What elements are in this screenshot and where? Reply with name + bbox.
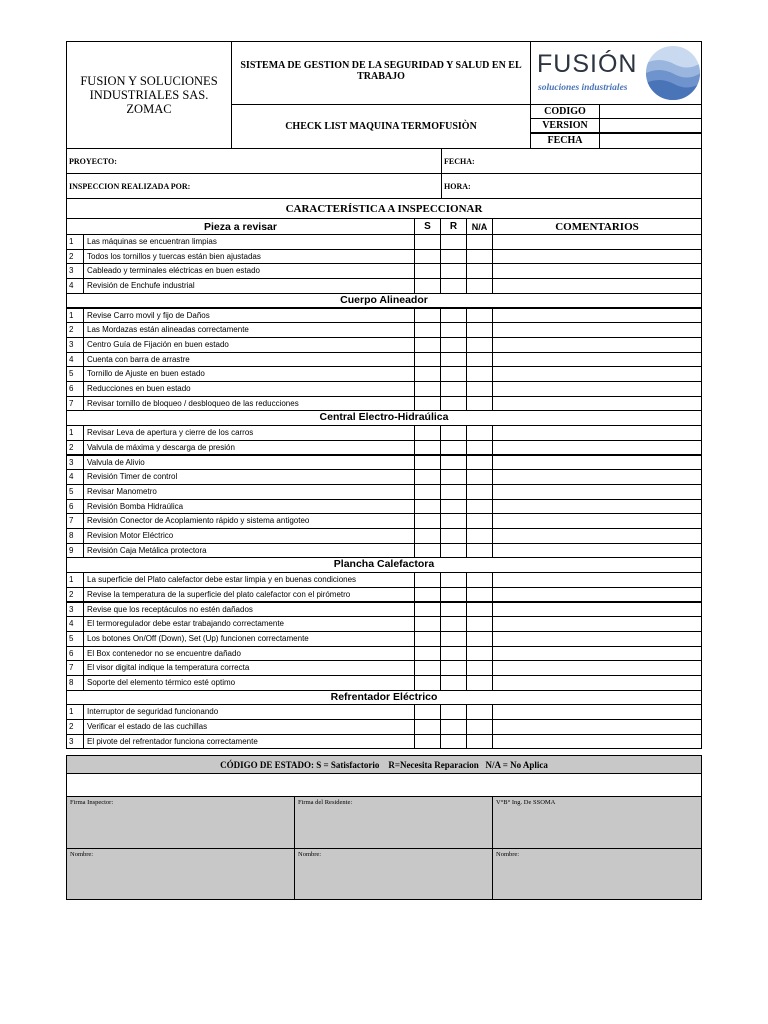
check-r[interactable] bbox=[440, 734, 467, 750]
fecha-field[interactable] bbox=[441, 148, 702, 174]
item-label: Revisión de Enchufe industrial bbox=[83, 278, 415, 294]
check-r[interactable] bbox=[440, 484, 467, 500]
check-na[interactable] bbox=[466, 704, 493, 720]
item-number: 7 bbox=[66, 660, 84, 676]
check-s[interactable] bbox=[414, 249, 441, 265]
item-number: 3 bbox=[66, 263, 84, 279]
comment-cell[interactable] bbox=[492, 337, 702, 353]
check-r[interactable] bbox=[440, 366, 467, 382]
item-number: 5 bbox=[66, 484, 84, 500]
check-r[interactable] bbox=[440, 278, 467, 294]
col-na-header: N/A bbox=[466, 218, 493, 235]
nombre-vobo-box[interactable] bbox=[492, 848, 702, 900]
firma-inspector-label: Firma Inspector: bbox=[70, 799, 114, 806]
check-r[interactable] bbox=[440, 675, 467, 691]
comment-cell[interactable] bbox=[492, 352, 702, 368]
check-r[interactable] bbox=[440, 249, 467, 265]
check-r[interactable] bbox=[440, 572, 467, 588]
item-label: Centro Guía de Fijación en buen estado bbox=[83, 337, 415, 353]
check-r[interactable] bbox=[440, 322, 467, 338]
nombre-inspector-label: Nombre: bbox=[70, 851, 94, 858]
item-number: 9 bbox=[66, 543, 84, 559]
comment-cell[interactable] bbox=[492, 234, 702, 250]
company-name-text: FUSION Y SOLUCIONES INDUSTRIALES SAS. ZOMAC bbox=[80, 74, 218, 116]
nombre-residente-label: Nombre: bbox=[298, 851, 322, 858]
check-r[interactable] bbox=[440, 513, 467, 529]
check-s[interactable] bbox=[414, 425, 441, 441]
check-r[interactable] bbox=[440, 425, 467, 441]
check-na[interactable] bbox=[466, 455, 493, 471]
check-r[interactable] bbox=[440, 646, 467, 662]
inspeccion-label: INSPECCION REALIZADA POR: bbox=[69, 181, 191, 191]
firma-inspector-box[interactable] bbox=[66, 796, 295, 849]
check-r[interactable] bbox=[440, 587, 467, 603]
check-na[interactable] bbox=[466, 249, 493, 265]
check-s[interactable] bbox=[414, 234, 441, 250]
item-label: Valvula de máxima y descarga de presión bbox=[83, 440, 415, 456]
comment-cell[interactable] bbox=[492, 719, 702, 735]
item-label: Las máquinas se encuentran limpias bbox=[83, 234, 415, 250]
check-r[interactable] bbox=[440, 440, 467, 456]
logo-wave-icon bbox=[644, 46, 702, 101]
check-na[interactable] bbox=[466, 734, 493, 750]
item-number: 1 bbox=[66, 234, 84, 250]
item-label: El pivote del refrentador funciona correctamente bbox=[83, 734, 415, 750]
comment-cell[interactable] bbox=[492, 734, 702, 750]
check-r[interactable] bbox=[440, 308, 467, 324]
check-na[interactable] bbox=[466, 337, 493, 353]
item-number: 2 bbox=[66, 587, 84, 603]
proyecto-label: PROYECTO: bbox=[69, 156, 117, 166]
check-s[interactable] bbox=[414, 616, 441, 632]
item-label: Reducciones en buen estado bbox=[83, 381, 415, 397]
check-s[interactable] bbox=[414, 587, 441, 603]
check-s[interactable] bbox=[414, 352, 441, 368]
comment-cell[interactable] bbox=[492, 278, 702, 294]
item-number: 3 bbox=[66, 602, 84, 618]
comment-cell[interactable] bbox=[492, 602, 702, 618]
item-number: 4 bbox=[66, 278, 84, 294]
nombre-inspector-box[interactable] bbox=[66, 848, 295, 900]
check-na[interactable] bbox=[466, 440, 493, 456]
check-na[interactable] bbox=[466, 469, 493, 485]
item-label: Soporte del elemento térmico esté optimo bbox=[83, 675, 415, 691]
proyecto-field[interactable] bbox=[66, 148, 442, 174]
check-r[interactable] bbox=[440, 263, 467, 279]
check-na[interactable] bbox=[466, 543, 493, 559]
check-na[interactable] bbox=[466, 719, 493, 735]
check-r[interactable] bbox=[440, 455, 467, 471]
item-label: Revisar Leva de apertura y cierre de los carros bbox=[83, 425, 415, 441]
check-s[interactable] bbox=[414, 631, 441, 647]
system-title: SISTEMA DE GESTION DE LA SEGURIDAD Y SALUD EN EL TRABAJO bbox=[231, 41, 531, 105]
comment-cell[interactable] bbox=[492, 660, 702, 676]
check-na[interactable] bbox=[466, 278, 493, 294]
item-label: Revisar Manometro bbox=[83, 484, 415, 500]
check-r[interactable] bbox=[440, 616, 467, 632]
item-label: La superficie del Plato calefactor debe estar limpia y en buenas condiciones bbox=[83, 572, 415, 588]
section-title: Plancha Calefactora bbox=[66, 557, 702, 573]
section-title: Central Electro-Hidraúlica bbox=[66, 410, 702, 426]
check-na[interactable] bbox=[466, 308, 493, 324]
comment-cell[interactable] bbox=[492, 572, 702, 588]
check-r[interactable] bbox=[440, 631, 467, 647]
item-number: 2 bbox=[66, 322, 84, 338]
comment-cell[interactable] bbox=[492, 616, 702, 632]
check-s[interactable] bbox=[414, 322, 441, 338]
check-s[interactable] bbox=[414, 528, 441, 544]
item-label: Revise que los receptáculos no estén dañados bbox=[83, 602, 415, 618]
comment-cell[interactable] bbox=[492, 675, 702, 691]
check-s[interactable] bbox=[414, 366, 441, 382]
item-label: Todos los tornillos y tuercas están bien ajustadas bbox=[83, 249, 415, 265]
item-label: Revisión Bomba Hidraúlica bbox=[83, 499, 415, 515]
fecha-header-value[interactable] bbox=[599, 133, 702, 149]
item-number: 6 bbox=[66, 499, 84, 515]
item-number: 2 bbox=[66, 440, 84, 456]
col-r-header: R bbox=[440, 218, 467, 235]
vobo-label: V°B° Ing. De SSOMA bbox=[496, 799, 556, 806]
check-s[interactable] bbox=[414, 484, 441, 500]
item-number: 4 bbox=[66, 352, 84, 368]
version-value[interactable] bbox=[599, 118, 702, 133]
item-number: 2 bbox=[66, 719, 84, 735]
comment-cell[interactable] bbox=[492, 366, 702, 382]
item-label: Interruptor de seguridad funcionando bbox=[83, 704, 415, 720]
item-label: El termoregulador debe estar trabajando correctamente bbox=[83, 616, 415, 632]
check-na[interactable] bbox=[466, 352, 493, 368]
fecha-header-label: FECHA bbox=[530, 133, 600, 149]
comment-cell[interactable] bbox=[492, 263, 702, 279]
check-s[interactable] bbox=[414, 440, 441, 456]
blank-row bbox=[66, 773, 702, 797]
check-r[interactable] bbox=[440, 352, 467, 368]
check-r[interactable] bbox=[440, 719, 467, 735]
item-label: Cuenta con barra de arrastre bbox=[83, 352, 415, 368]
check-na[interactable] bbox=[466, 366, 493, 382]
characteristics-title: CARACTERÍSTICA A INSPECCIONAR bbox=[66, 198, 702, 219]
check-s[interactable] bbox=[414, 455, 441, 471]
check-na[interactable] bbox=[466, 616, 493, 632]
item-label: El Box contenedor no se encuentre dañado bbox=[83, 646, 415, 662]
check-s[interactable] bbox=[414, 675, 441, 691]
item-label: El visor digital indique la temperatura correcta bbox=[83, 660, 415, 676]
firma-residente-box[interactable] bbox=[294, 796, 493, 849]
check-na[interactable] bbox=[466, 602, 493, 618]
checklist-title: CHECK LIST MAQUINA TERMOFUSIÒN bbox=[231, 104, 531, 149]
hora-label: HORA: bbox=[444, 181, 471, 191]
code-value[interactable] bbox=[599, 104, 702, 119]
check-r[interactable] bbox=[440, 528, 467, 544]
comment-cell[interactable] bbox=[492, 513, 702, 529]
status-code-legend: CÓDIGO DE ESTADO: S = Satisfactorio R=Necesita Reparacion N/A = No Aplica bbox=[66, 755, 702, 774]
fecha-label: FECHA: bbox=[444, 156, 475, 166]
check-s[interactable] bbox=[414, 381, 441, 397]
item-number: 4 bbox=[66, 469, 84, 485]
check-s[interactable] bbox=[414, 646, 441, 662]
item-number: 1 bbox=[66, 572, 84, 588]
col-s-header: S bbox=[414, 218, 441, 235]
col-comments-header: COMENTARIOS bbox=[492, 218, 702, 235]
item-label: Verificar el estado de las cuchillas bbox=[83, 719, 415, 735]
check-na[interactable] bbox=[466, 513, 493, 529]
comment-cell[interactable] bbox=[492, 499, 702, 515]
check-r[interactable] bbox=[440, 234, 467, 250]
item-label: Tornillo de Ajuste en buen estado bbox=[83, 366, 415, 382]
check-s[interactable] bbox=[414, 660, 441, 676]
check-na[interactable] bbox=[466, 396, 493, 412]
comment-cell[interactable] bbox=[492, 543, 702, 559]
check-na[interactable] bbox=[466, 675, 493, 691]
version-label: VERSION bbox=[530, 118, 600, 133]
comment-cell[interactable] bbox=[492, 587, 702, 603]
check-s[interactable] bbox=[414, 572, 441, 588]
comment-cell[interactable] bbox=[492, 396, 702, 412]
item-number: 7 bbox=[66, 513, 84, 529]
check-s[interactable] bbox=[414, 734, 441, 750]
item-label: Revise Carro movil y fijo de Daños bbox=[83, 308, 415, 324]
check-na[interactable] bbox=[466, 587, 493, 603]
col-piece-header: Pieza a revisar bbox=[66, 218, 415, 235]
check-s[interactable] bbox=[414, 396, 441, 412]
item-number: 1 bbox=[66, 425, 84, 441]
check-r[interactable] bbox=[440, 660, 467, 676]
check-na[interactable] bbox=[466, 631, 493, 647]
logo-sub-text: soluciones industriales bbox=[538, 83, 628, 93]
check-s[interactable] bbox=[414, 602, 441, 618]
comment-cell[interactable] bbox=[492, 704, 702, 720]
comment-cell[interactable] bbox=[492, 455, 702, 471]
check-r[interactable] bbox=[440, 396, 467, 412]
item-label: Los botones On/Off (Down), Set (Up) funcionen correctamente bbox=[83, 631, 415, 647]
item-number: 5 bbox=[66, 631, 84, 647]
item-number: 4 bbox=[66, 616, 84, 632]
firma-residente-label: Firma del Residente: bbox=[298, 799, 353, 806]
check-na[interactable] bbox=[466, 572, 493, 588]
check-s[interactable] bbox=[414, 337, 441, 353]
check-na[interactable] bbox=[466, 660, 493, 676]
check-na[interactable] bbox=[466, 646, 493, 662]
item-label: Revisión Conector de Acoplamiento rápido y sistema antigoteo bbox=[83, 513, 415, 529]
section-title: Refrentador Eléctrico bbox=[66, 690, 702, 706]
comment-cell[interactable] bbox=[492, 381, 702, 397]
comment-cell[interactable] bbox=[492, 249, 702, 265]
comment-cell[interactable] bbox=[492, 528, 702, 544]
comment-cell[interactable] bbox=[492, 484, 702, 500]
logo-main-text: FUSIÓN bbox=[537, 50, 638, 78]
item-label: Valvula de Alivio bbox=[83, 455, 415, 471]
comment-cell[interactable] bbox=[492, 308, 702, 324]
check-na[interactable] bbox=[466, 381, 493, 397]
comment-cell[interactable] bbox=[492, 646, 702, 662]
item-number: 7 bbox=[66, 396, 84, 412]
comment-cell[interactable] bbox=[492, 440, 702, 456]
check-r[interactable] bbox=[440, 704, 467, 720]
check-s[interactable] bbox=[414, 543, 441, 559]
item-number: 3 bbox=[66, 734, 84, 750]
check-s[interactable] bbox=[414, 719, 441, 735]
section-title: Cuerpo Alineador bbox=[66, 293, 702, 309]
check-r[interactable] bbox=[440, 381, 467, 397]
item-number: 3 bbox=[66, 337, 84, 353]
check-na[interactable] bbox=[466, 234, 493, 250]
check-na[interactable] bbox=[466, 425, 493, 441]
check-s[interactable] bbox=[414, 513, 441, 529]
hora-field[interactable] bbox=[441, 173, 702, 199]
item-label: Revisión Caja Metálica protectora bbox=[83, 543, 415, 559]
item-number: 6 bbox=[66, 381, 84, 397]
check-na[interactable] bbox=[466, 499, 493, 515]
check-s[interactable] bbox=[414, 469, 441, 485]
check-r[interactable] bbox=[440, 543, 467, 559]
comment-cell[interactable] bbox=[492, 425, 702, 441]
check-s[interactable] bbox=[414, 499, 441, 515]
item-label: Revisión Timer de control bbox=[83, 469, 415, 485]
nombre-vobo-label: Nombre: bbox=[496, 851, 520, 858]
comment-cell[interactable] bbox=[492, 631, 702, 647]
check-r[interactable] bbox=[440, 499, 467, 515]
item-number: 2 bbox=[66, 249, 84, 265]
item-label: Las Mordazas están alineadas correctamente bbox=[83, 322, 415, 338]
check-s[interactable] bbox=[414, 263, 441, 279]
check-na[interactable] bbox=[466, 484, 493, 500]
check-na[interactable] bbox=[466, 322, 493, 338]
item-number: 1 bbox=[66, 704, 84, 720]
item-label: Cableado y terminales eléctricas en buen estado bbox=[83, 263, 415, 279]
check-r[interactable] bbox=[440, 337, 467, 353]
code-label: CODIGO bbox=[530, 104, 600, 119]
nombre-residente-box[interactable] bbox=[294, 848, 493, 900]
item-label: Revisar tornillo de bloqueo / desbloqueo de las reducciones bbox=[83, 396, 415, 412]
check-na[interactable] bbox=[466, 528, 493, 544]
item-label: Revise la temperatura de la superficie del plato calefactor con el pirómetro bbox=[83, 587, 415, 603]
item-number: 6 bbox=[66, 646, 84, 662]
item-number: 1 bbox=[66, 308, 84, 324]
company-logo bbox=[530, 41, 702, 105]
inspeccion-field[interactable] bbox=[66, 173, 442, 199]
check-s[interactable] bbox=[414, 278, 441, 294]
check-r[interactable] bbox=[440, 602, 467, 618]
company-name bbox=[66, 41, 232, 149]
vobo-box[interactable] bbox=[492, 796, 702, 849]
check-na[interactable] bbox=[466, 263, 493, 279]
item-label: Revision Motor Eléctrico bbox=[83, 528, 415, 544]
item-number: 5 bbox=[66, 366, 84, 382]
item-number: 8 bbox=[66, 528, 84, 544]
comment-cell[interactable] bbox=[492, 469, 702, 485]
check-r[interactable] bbox=[440, 469, 467, 485]
item-number: 8 bbox=[66, 675, 84, 691]
comment-cell[interactable] bbox=[492, 322, 702, 338]
check-s[interactable] bbox=[414, 308, 441, 324]
check-s[interactable] bbox=[414, 704, 441, 720]
item-number: 3 bbox=[66, 455, 84, 471]
